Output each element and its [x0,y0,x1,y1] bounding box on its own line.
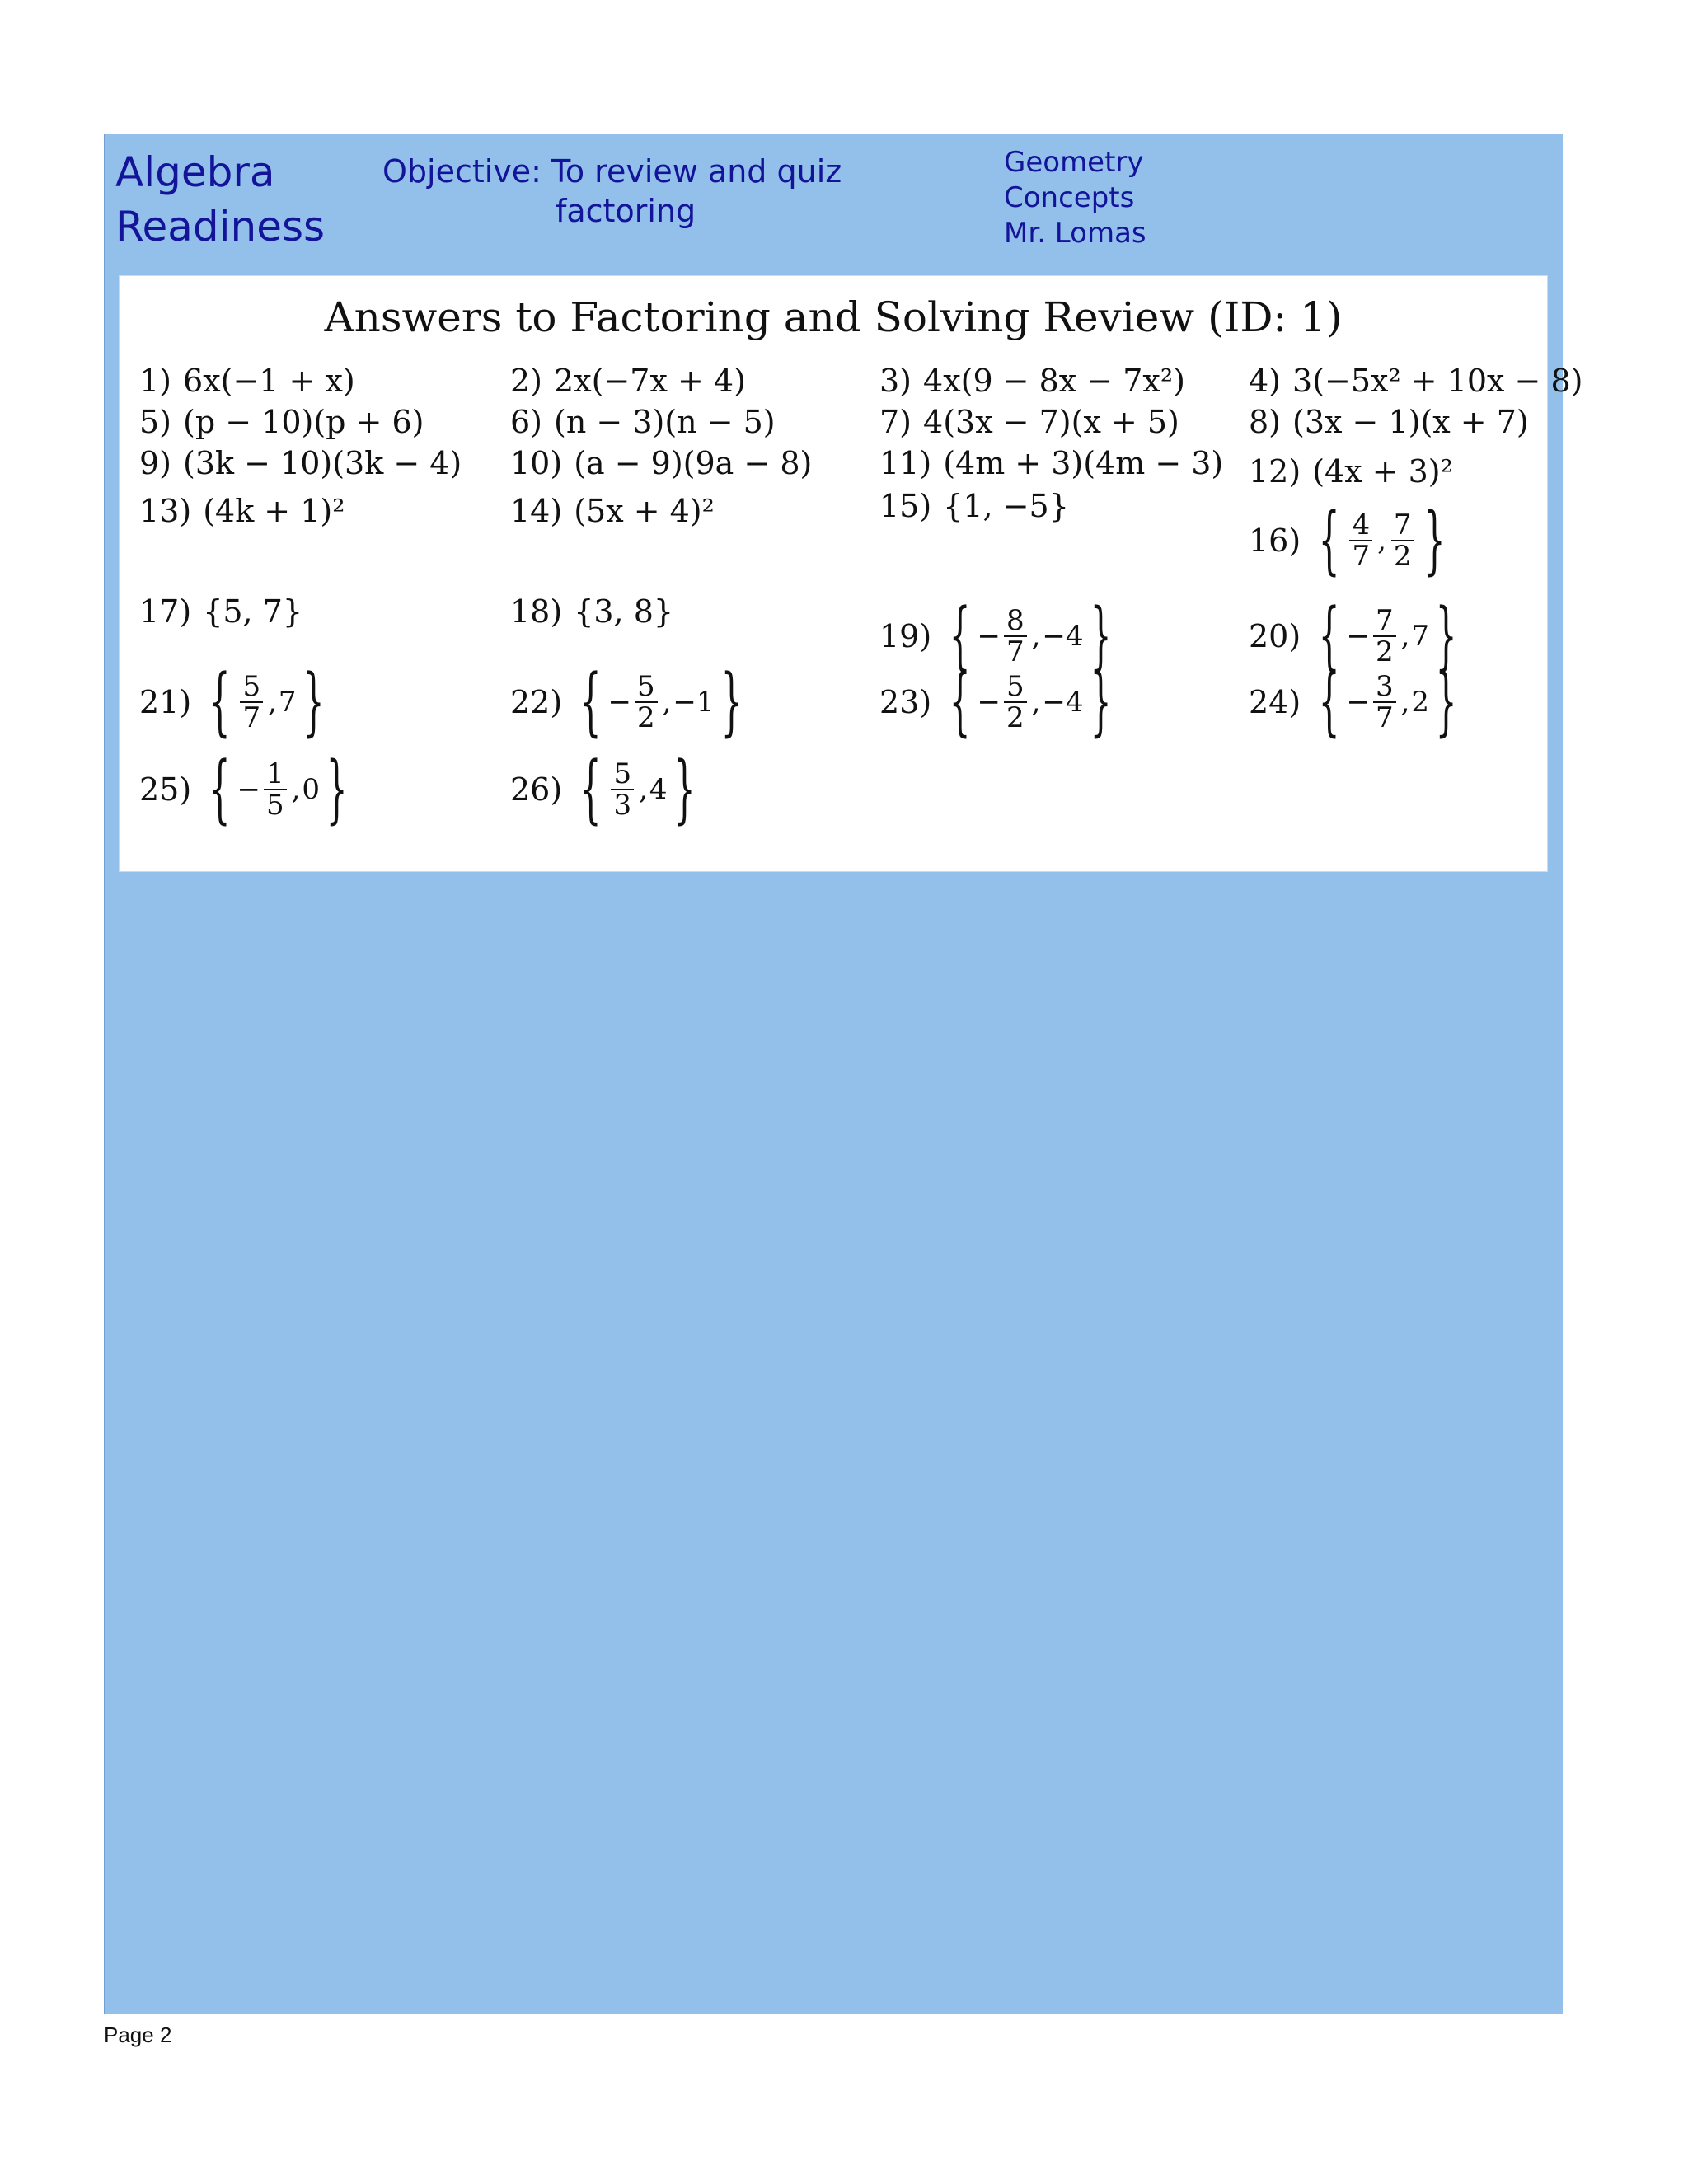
fraction-denominator: 2 [1375,635,1394,668]
fraction-sign: − [237,773,260,806]
left-brace: { [1318,658,1340,745]
left-brace: { [209,658,231,745]
answer-expression: (n − 3)(n − 5) [554,404,776,440]
fraction-numerator: 4 [1349,510,1372,541]
subject-line2: Concepts [1004,181,1135,214]
course-title-line1: Algebra [115,148,275,196]
set-separator: , [1400,686,1410,719]
answer-item [1249,593,1463,679]
fraction [1349,510,1372,571]
fraction [1004,606,1027,667]
answer-item [139,444,462,482]
answer-expression: 3(−5x² + 10x − 8) [1292,363,1583,399]
right-brace: } [326,746,348,832]
answer-number: 12) [1249,453,1301,490]
answer-number: 1) [139,363,172,399]
page-number: Page 2 [104,2022,172,2047]
solution-set [1312,658,1463,745]
set-separator: , [268,686,277,719]
objective-line1 [382,152,860,191]
fraction [240,672,263,733]
answer-number: 4) [1249,363,1282,399]
set-value: 0 [302,773,321,806]
set-value: −4 [1042,620,1084,653]
solution-set [203,658,331,745]
answer-expression: (a − 9)(9a − 8) [574,445,813,481]
answer-item [1249,452,1453,490]
objective [382,152,860,231]
answer-expression: {3, 8} [574,593,674,630]
fraction-denominator: 7 [242,701,261,734]
left-brace: { [949,593,971,679]
fraction [1004,672,1027,733]
left-brace: { [1318,593,1340,679]
set-separator: , [639,773,648,806]
set-separator: , [291,773,301,806]
answer-item [510,403,776,441]
answer-expression: (p − 10)(p + 6) [183,404,424,440]
answer-item [1249,658,1463,745]
set-value: 2 [1411,686,1430,719]
set-separator: , [1031,686,1041,719]
answer-item [510,444,812,482]
answer-expression: 2x(−7x + 4) [554,363,746,399]
answer-number: 16) [1249,523,1301,559]
left-brace: { [209,746,231,832]
answer-item [879,362,1185,400]
answer-expression: (5x + 4)² [574,493,715,529]
answer-item [1249,497,1451,583]
answer-item [879,658,1118,745]
solution-set [574,746,701,832]
fraction-denominator: 2 [636,701,655,734]
right-brace: } [673,746,696,832]
objective-label: Objective: [382,153,542,190]
fraction-denominator: 5 [265,789,284,822]
objective-text-line1: To review and quiz [551,153,842,190]
answer-number: 2) [510,363,543,399]
answer-item [139,658,331,745]
answer-number: 11) [879,445,932,481]
answer-number: 22) [510,684,563,720]
answer-item [139,492,345,530]
answer-expression: 6x(−1 + x) [183,363,355,399]
left-brace: { [1318,497,1340,583]
fraction-numerator: 5 [611,759,634,790]
fraction-numerator: 7 [1373,606,1396,637]
answer-item [139,746,354,832]
fraction-denominator: 7 [1375,701,1394,734]
fraction-denominator: 2 [1393,540,1412,573]
right-brace: } [1435,593,1457,679]
right-brace: } [1090,593,1112,679]
set-value: 7 [278,686,297,719]
answer-number: 24) [1249,684,1301,720]
course-info [1004,145,1268,251]
set-value: −4 [1042,686,1084,719]
answer-number: 15) [879,488,932,524]
answer-number: 7) [879,404,912,440]
fraction-denominator: 7 [1006,635,1025,668]
page-panel [104,134,1583,2014]
answer-expression: 4(3x − 7)(x + 5) [923,404,1179,440]
answer-number: 8) [1249,404,1282,440]
set-separator: , [1377,524,1386,557]
answer-number: 14) [510,493,563,529]
answer-number: 6) [510,404,543,440]
set-value: 7 [1411,620,1430,653]
answer-item [879,487,1069,525]
solution-set [943,658,1118,745]
answer-item [139,403,424,441]
answer-item [139,593,302,630]
fraction-denominator: 7 [1352,540,1371,573]
answer-item [510,658,748,745]
answer-number: 25) [139,771,192,808]
answer-number: 9) [139,445,172,481]
objective-text-line2: factoring [556,193,696,229]
fraction-sign: − [977,620,1001,653]
fraction-numerator: 7 [1391,510,1414,541]
answer-expression: (3k − 10)(3k − 4) [183,445,462,481]
set-value: 4 [649,773,668,806]
answer-number: 13) [139,493,192,529]
answer-number: 18) [510,593,563,630]
answer-number: 26) [510,771,563,808]
left-brace: { [579,658,602,745]
answer-item [879,444,1223,482]
fraction-numerator: 8 [1004,606,1027,637]
fraction [1391,510,1414,571]
solution-set [203,746,354,832]
fraction-sign: − [977,686,1001,719]
answer-item [139,362,355,400]
left-brace: { [579,746,602,832]
fraction [1373,606,1396,667]
left-brace: { [949,658,971,745]
right-brace: } [302,658,325,745]
answer-expression: (4x + 3)² [1312,453,1453,490]
answer-item [510,593,673,630]
answer-key-card [119,275,1583,872]
fraction-numerator: 5 [1004,672,1027,703]
fraction-numerator: 5 [240,672,263,703]
fraction-sign: − [1346,686,1370,719]
set-separator: , [662,686,672,719]
set-value: −1 [673,686,715,719]
answer-number: 23) [879,684,932,720]
course-title [115,145,363,254]
answer-number: 5) [139,404,172,440]
answer-expression: {5, 7} [203,593,303,630]
fraction [635,672,658,733]
teacher-name: Mr. Lomas [1004,217,1146,250]
answer-item [879,403,1179,441]
fraction-sign: − [1346,620,1370,653]
fraction-sign: − [607,686,631,719]
fraction-denominator: 3 [613,789,632,822]
fraction-numerator: 3 [1373,672,1396,703]
answer-item [879,593,1118,679]
answer-item [510,746,701,832]
fraction [611,759,634,820]
fraction-numerator: 5 [635,672,658,703]
answer-number: 3) [879,363,912,399]
right-brace: } [1090,658,1112,745]
fraction-numerator: 1 [264,759,287,790]
course-title-line2: Readiness [115,203,326,251]
right-brace: } [1423,497,1446,583]
answer-expression: (4k + 1)² [203,493,345,529]
solution-set [1312,497,1451,583]
right-brace: } [1435,658,1457,745]
answer-item [510,492,715,530]
answer-number: 17) [139,593,192,630]
answer-item [1249,403,1529,441]
answer-item [1249,362,1582,400]
answer-key-title: Answers to Factoring and Solving Review (ID: 1) [324,293,1343,341]
answer-expression: (4m + 3)(4m − 3) [943,445,1224,481]
answer-number: 10) [510,445,563,481]
solution-set [574,658,748,745]
answer-expression: {1, −5} [943,488,1069,524]
fraction [1373,672,1396,733]
answer-item [510,362,746,400]
answer-expression: (3x − 1)(x + 7) [1292,404,1529,440]
right-brace: } [720,658,743,745]
set-separator: , [1031,620,1041,653]
fraction [264,759,287,820]
set-separator: , [1400,620,1410,653]
answer-number: 20) [1249,618,1301,654]
answer-expression: 4x(9 − 8x − 7x²) [923,363,1185,399]
subject-line1: Geometry [1004,146,1144,179]
fraction-denominator: 2 [1006,701,1025,734]
answer-number: 19) [879,618,932,654]
answer-number: 21) [139,684,192,720]
